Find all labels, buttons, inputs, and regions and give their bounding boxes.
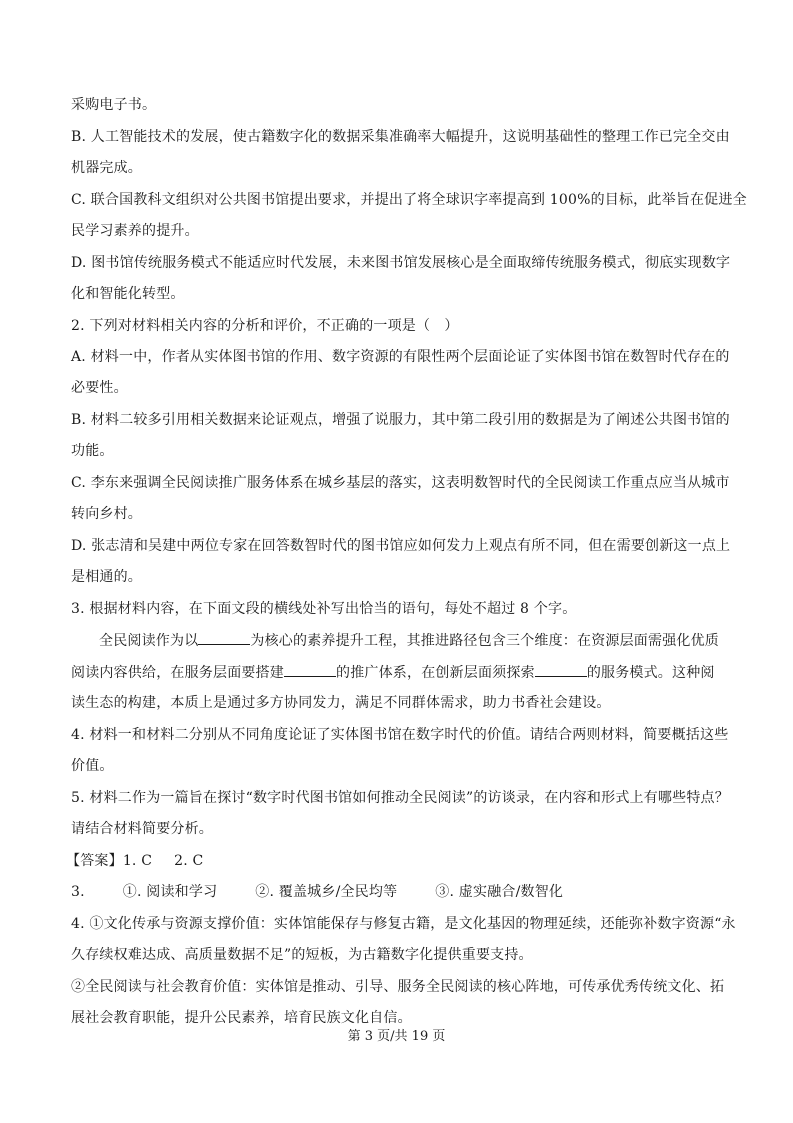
text-line: 采购电子书。 <box>71 97 157 113</box>
text-segment: 的推广体系，在创新层面须探索 <box>336 665 535 681</box>
answer-tag: 【答案】 <box>66 853 123 869</box>
question-3: 3. 根据材料内容，在下面文段的横线处补写出恰当的语句，每处不超过 8 个字。 <box>71 601 577 617</box>
question-2: 2. 下列对材料相关内容的分析和评价，不正确的一项是（ ） <box>71 318 459 334</box>
text-line: 民学习素养的提升。 <box>71 223 199 239</box>
text-segment: 的服务模式。这种阅 <box>586 665 715 681</box>
question-4: 4. 材料一和材料二分别从不同角度论证了实体图书馆在数字时代的价值。请结合两则材料，简要概括这些 <box>71 727 729 743</box>
option-a-q2: A. 材料一中，作者从实体图书馆的作用、数字资源的有限性两个层面论证了实体图书馆在数智时代存在的 <box>71 349 730 365</box>
text-segment: 全民阅读作为以 <box>99 633 199 649</box>
answer-3-part-2: ②. 覆盖城乡/全民均等 <box>255 884 398 900</box>
page-footer: 第 3 页/共 19 页 <box>347 1029 446 1044</box>
text-line: 价值。 <box>71 758 114 774</box>
fill-blank-line-2 <box>71 662 715 683</box>
text-line: 化和智能化转型。 <box>71 286 185 302</box>
text-line: 请结合材料简要分析。 <box>71 821 213 837</box>
answer-4-line: 4. ①文化传承与资源支撑价值：实体馆能保存与修复古籍，是文化基因的物理延续，还能弥补数字资源“永 <box>71 916 736 932</box>
answer-blank-3 <box>535 662 587 677</box>
text-line: 读生态的构建，本质上是通过多方协同发力，满足不同群体需求，助力书香社会建设。 <box>71 695 611 711</box>
answer-blank-2 <box>284 662 336 677</box>
answer-2: 2. C <box>174 853 204 869</box>
text-segment: 阅读内容供给，在服务层面要搭建 <box>71 665 284 681</box>
text-line: 是相通的。 <box>71 569 142 585</box>
answer-line-1 <box>66 851 203 871</box>
answer-3-part-1: ①. 阅读和学习 <box>122 884 218 900</box>
fill-blank-line-1 <box>99 630 719 651</box>
answer-4-line: ②全民阅读与社会教育价值：实体馆是推动、引导、服务全民阅读的核心阵地，可传承优秀传统文化、拓 <box>71 979 725 995</box>
text-segment: 为核心的素养提升工程，其推进路径包含三个维度：在资源层面需强化优质 <box>250 633 720 649</box>
question-5: 5. 材料二作为一篇旨在探讨“数字时代图书馆如何推动全民阅读”的访谈录，在内容和形式上有哪些特点？ <box>71 790 729 806</box>
option-c-q2: C. 李东来强调全民阅读推广服务体系在城乡基层的落实，这表明数智时代的全民阅读工作重点应当从城市 <box>71 475 730 491</box>
answer-3-part-3: ③. 虚实融合/数智化 <box>435 884 564 900</box>
text-line: 功能。 <box>71 443 114 459</box>
text-line: 必要性。 <box>71 380 128 396</box>
text-line: 展社会教育职能，提升公民素养，培育民族文化自信。 <box>71 1010 412 1026</box>
answer-1: 1. C <box>122 853 153 869</box>
text-line: 久存续权难达成、高质量数据不足”的短板，为古籍数字化提供重要支持。 <box>71 947 533 963</box>
option-c-q1: C. 联合国教科文组织对公共图书馆提出要求，并提出了将全球识字率提高到 100%的目标，此举旨在促进全 <box>71 192 747 208</box>
text-line: 转向乡村。 <box>71 506 142 522</box>
option-d-q1: D. 图书馆传统服务模式不能适应时代发展，未来图书馆发展核心是全面取缔传统服务模式，彻底实现数字 <box>71 255 731 271</box>
answer-3-number: 3. <box>71 884 85 900</box>
text-line: 机器完成。 <box>71 160 142 176</box>
answer-blank-1 <box>198 630 250 645</box>
answer-line-3 <box>71 882 563 902</box>
option-d-q2: D. 张志清和吴建中两位专家在回答数智时代的图书馆应如何发力上观点有所不同，但在需要创新这一点上 <box>71 538 731 554</box>
option-b-q1: B. 人工智能技术的发展，使古籍数字化的数据采集准确率大幅提升，这说明基础性的整理工作已完全交由 <box>71 129 730 145</box>
option-b-q2: B. 材料二较多引用相关数据来论证观点，增强了说服力，其中第二段引用的数据是为了阐述公共图书馆的 <box>71 412 730 428</box>
